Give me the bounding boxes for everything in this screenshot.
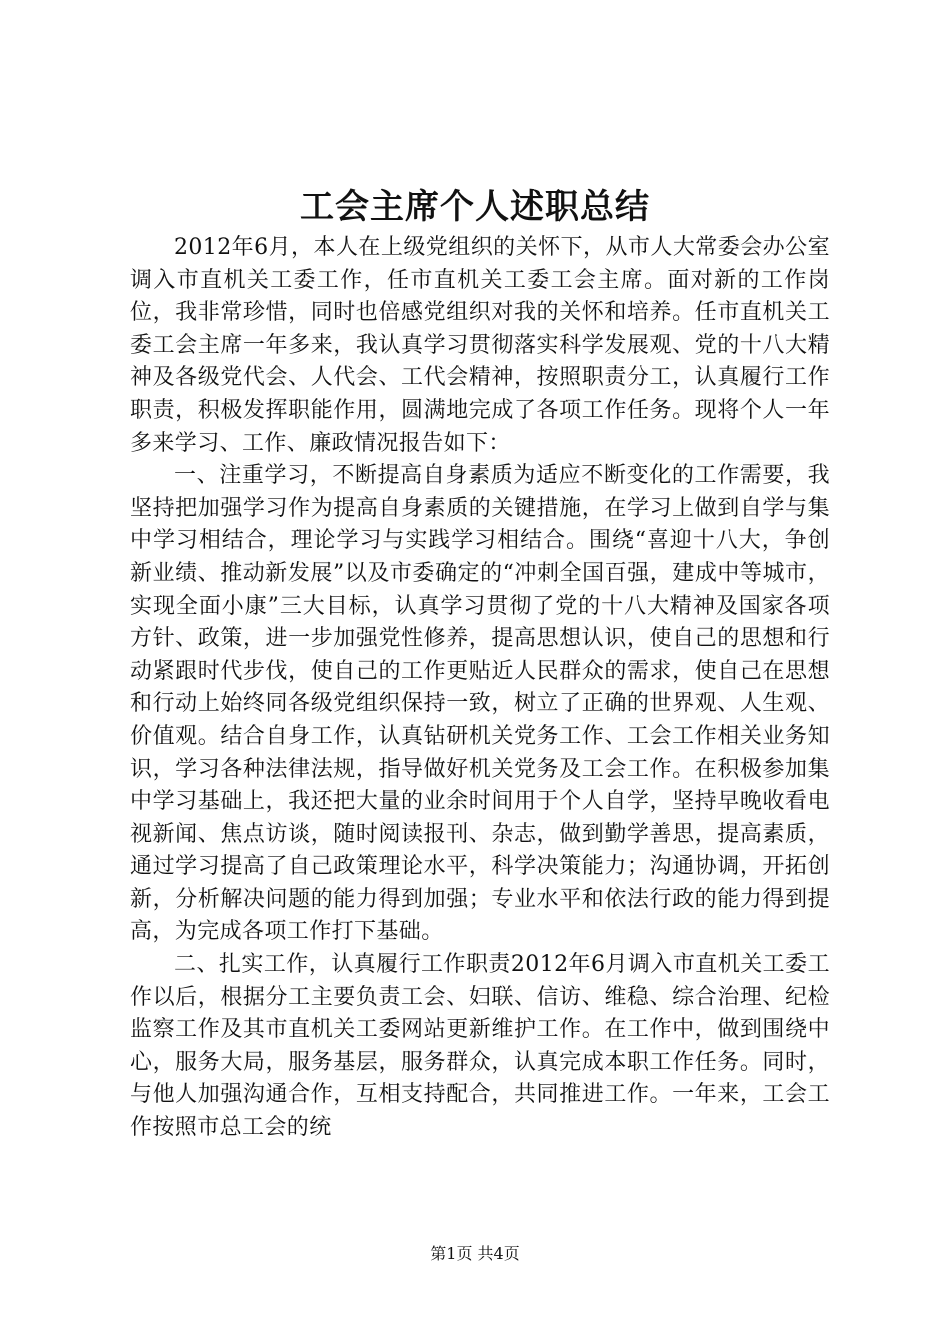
- paragraph-section-one: 一、注重学习，不断提高自身素质为适应不断变化的工作需要，我坚持把加强学习作为提高自身素质的关键措施，在学习上做到自学与集中学习相结合，理论学习与实践学习相结合。围绕“喜迎十八大，争创新业绩、推动新发展”以及市委确定的“冲刺全国百强，建成中等城市，实现全面小康”三大目标，认真学习贯彻了党的十八大精神及国家各项方针、政策，进一步加强党性修养，提高思想认识，使自己的思想和行动紧跟时代步伐，使自己的工作更贴近人民群众的需求，使自己在思想和行动上始终同各级党组织保持一致，树立了正确的世界观、人生观、价值观。结合自身工作，认真钻研机关党务工作、工会工作相关业务知识，学习各种法律法规，指导做好机关党务及工会工作。在积极参加集中学习基础上，我还把大量的业余时间用于个人自学，坚持早晚收看电视新闻、焦点访谈，随时阅读报刊、杂志，做到勤学善思，提高素质，通过学习提高了自己政策理论水平，科学决策能力；沟通协调，开拓创新，分析解决问题的能力得到加强；专业水平和依法行政的能力得到提高，为完成各项工作打下基础。: [130, 463, 830, 945]
- page-number-footer: 第1页 共4页: [430, 1244, 520, 1263]
- document-title: 工会主席个人述职总结: [300, 187, 650, 227]
- paragraph-section-two: 二、扎实工作，认真履行工作职责2012年6月调入市直机关工委工作以后，根据分工主要负责工会、妇联、信访、维稳、综合治理、纪检监察工作及其市直机关工委网站更新维护工作。在工作中，做到围绕中心，服务大局，服务基层，服务群众，认真完成本职工作任务。同时，与他人加强沟通合作，互相支持配合，共同推进工作。一年来，工会工作按照市总工会的统: [130, 952, 830, 1141]
- paragraph-intro: 2012年6月，本人在上级党组织的关怀下，从市人大常委会办公室调入市直机关工委工作，任市直机关工委工会主席。面对新的工作岗位，我非常珍惜，同时也倍感党组织对我的关怀和培养。任市直机关工委工会主席一年多来，我认真学习贯彻落实科学发展观、党的十八大精神及各级党代会、人代会、工代会精神，按照职责分工，认真履行工作职责，积极发挥职能作用，圆满地完成了各项工作任务。现将个人一年多来学习、工作、廉政情况报告如下：: [130, 235, 830, 456]
- document-body: [130, 232, 830, 1145]
